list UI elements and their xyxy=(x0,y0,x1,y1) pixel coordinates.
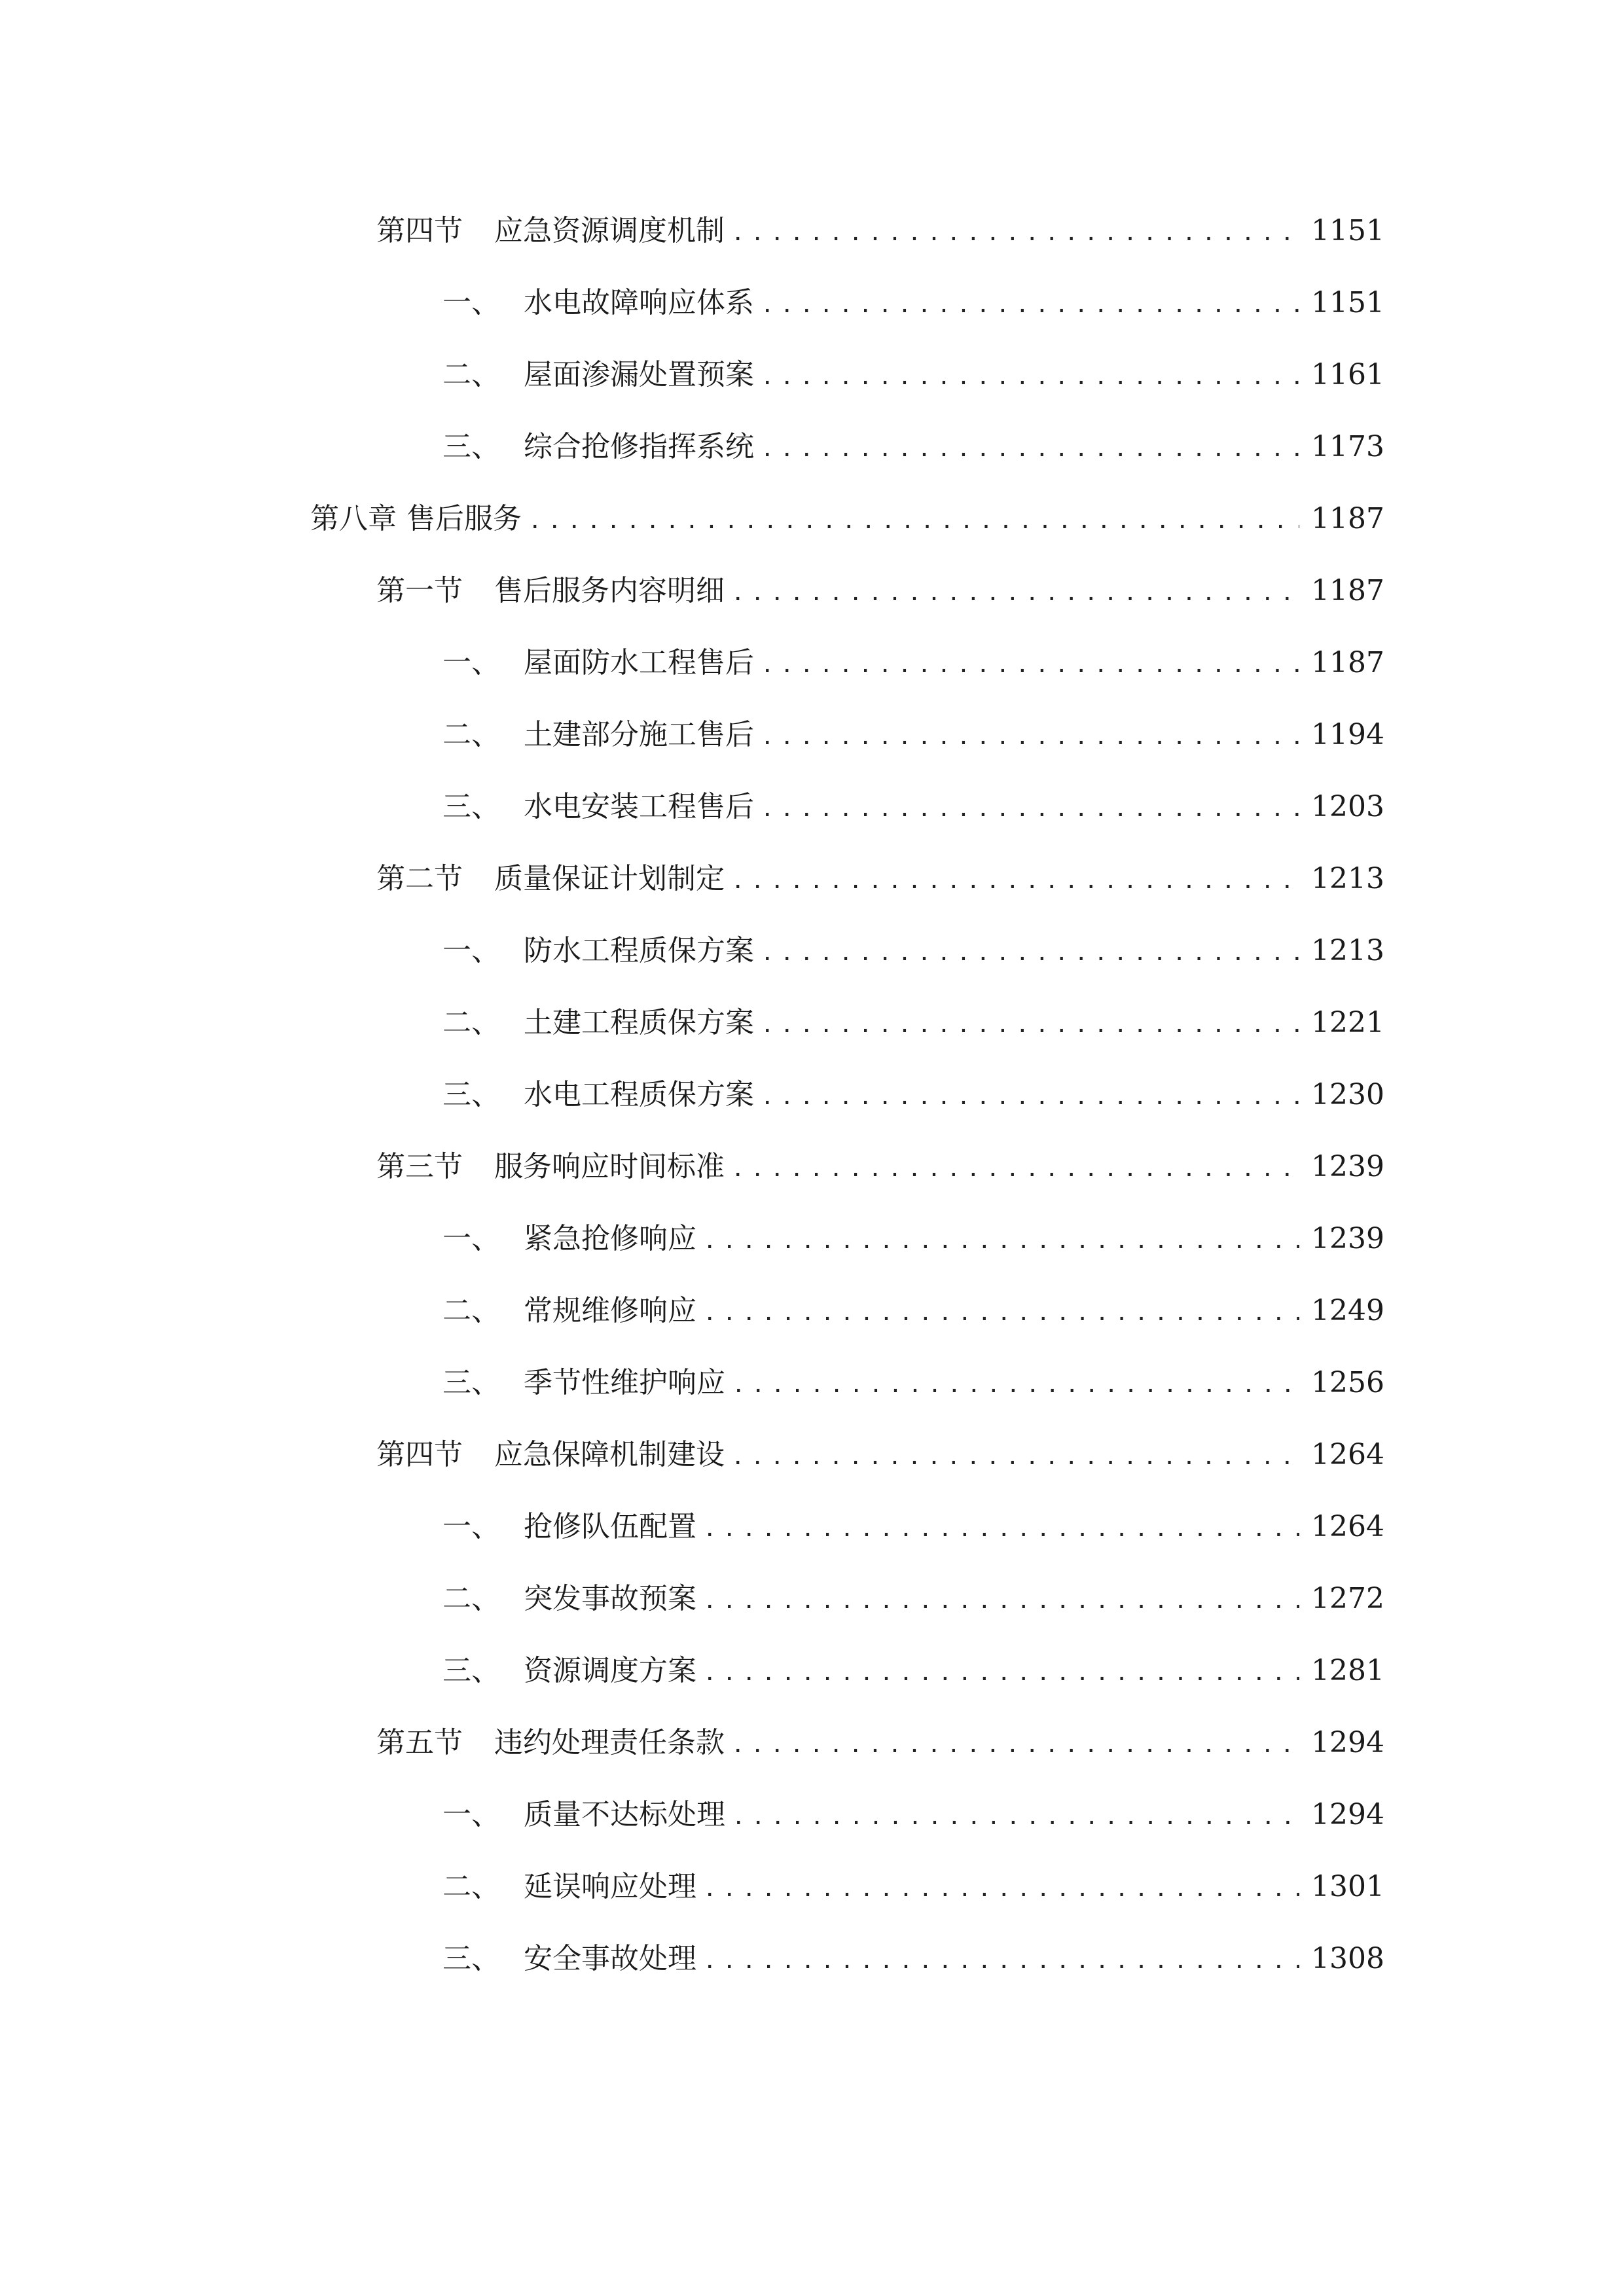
toc-entry-level-2[interactable] xyxy=(0,843,1624,915)
toc-entry-title: 质量保证计划制定 xyxy=(494,862,725,895)
toc-entry-level-3[interactable] xyxy=(0,627,1624,699)
toc-page-number: 1301 xyxy=(1311,1870,1384,1903)
toc-entry-label xyxy=(376,1438,725,1471)
toc-entry-number: 一、 xyxy=(442,1798,500,1831)
toc-entry-level-2[interactable] xyxy=(0,1419,1624,1491)
toc-page-number: 1187 xyxy=(1311,502,1384,535)
toc-entry-label xyxy=(442,646,754,679)
toc-entry-level-3[interactable] xyxy=(0,771,1624,843)
dot-leader xyxy=(731,1734,1299,1756)
toc-page-number: 1173 xyxy=(1311,430,1384,463)
dot-leader xyxy=(731,582,1299,604)
toc-page-number: 1239 xyxy=(1311,1222,1384,1255)
toc-entry-level-2[interactable] xyxy=(0,1707,1624,1779)
toc-entry-number: 一、 xyxy=(442,1222,500,1255)
dot-leader xyxy=(703,1518,1299,1540)
toc-entry-level-3[interactable] xyxy=(0,1203,1624,1275)
toc-entry-title: 防水工程质保方案 xyxy=(524,934,754,967)
toc-page-number: 1281 xyxy=(1311,1654,1384,1687)
toc-entry-number: 第三节 xyxy=(376,1150,463,1183)
toc-page-number: 1151 xyxy=(1311,286,1384,319)
dot-leader xyxy=(761,366,1299,388)
dot-leader xyxy=(732,1806,1299,1828)
toc-entry-number: 第一节 xyxy=(376,574,463,607)
toc-entry-title: 屋面渗漏处置预案 xyxy=(524,358,754,391)
toc-page-number: 1249 xyxy=(1311,1294,1384,1327)
toc-entry-level-3[interactable] xyxy=(0,1635,1624,1707)
toc-entry-label xyxy=(442,1294,696,1327)
dot-leader xyxy=(761,1086,1299,1108)
toc-entry-number: 三、 xyxy=(442,790,500,823)
toc-entry-level-3[interactable] xyxy=(0,1275,1624,1347)
dot-leader xyxy=(703,1230,1299,1252)
toc-entry-label xyxy=(442,1006,754,1039)
toc-entry-number: 二、 xyxy=(442,1870,500,1903)
toc-entry-title: 售后服务 xyxy=(406,502,522,535)
toc-entry-title: 水电故障响应体系 xyxy=(524,286,754,319)
toc-entry-number: 一、 xyxy=(442,646,500,679)
toc-entry-number: 一、 xyxy=(442,934,500,967)
toc-entry-title: 土建部分施工售后 xyxy=(524,718,754,751)
dot-leader xyxy=(761,294,1299,316)
toc-entry-title: 违约处理责任条款 xyxy=(494,1726,725,1759)
toc-entry-label xyxy=(442,358,754,391)
toc-entry-level-3[interactable] xyxy=(0,1347,1624,1419)
toc-entry-title: 水电工程质保方案 xyxy=(524,1078,754,1111)
dot-leader xyxy=(703,1950,1299,1972)
toc-entry-label xyxy=(442,1870,696,1903)
toc-entry-number: 三、 xyxy=(442,1078,500,1111)
toc-entry-label xyxy=(442,1222,696,1255)
toc-entry-level-3[interactable] xyxy=(0,339,1624,411)
toc-entry-number: 第八章 xyxy=(310,502,397,535)
dot-leader xyxy=(703,1590,1299,1612)
toc-entry-label xyxy=(442,1366,725,1399)
toc-entry-level-3[interactable] xyxy=(0,915,1624,987)
toc-page-number: 1264 xyxy=(1311,1510,1384,1543)
toc-page-number: 1161 xyxy=(1311,358,1384,391)
toc-page-number: 1308 xyxy=(1311,1942,1384,1975)
dot-leader xyxy=(703,1878,1299,1900)
toc-entry-level-3[interactable] xyxy=(0,1851,1624,1923)
toc-entry-label xyxy=(442,430,754,463)
toc-entry-label xyxy=(376,1150,725,1183)
toc-entry-title: 综合抢修指挥系统 xyxy=(524,430,754,463)
toc-entry-title: 延误响应处理 xyxy=(524,1870,696,1903)
toc-page-number: 1230 xyxy=(1311,1078,1384,1111)
toc-entry-number: 二、 xyxy=(442,1006,500,1039)
toc-entry-level-3[interactable] xyxy=(0,699,1624,771)
toc-entry-title: 服务响应时间标准 xyxy=(494,1150,725,1183)
dot-leader xyxy=(528,510,1299,532)
toc-entry-level-3[interactable] xyxy=(0,1563,1624,1635)
dot-leader xyxy=(761,726,1299,748)
toc-entry-label xyxy=(442,1942,696,1975)
toc-entry-title: 应急资源调度机制 xyxy=(494,214,725,247)
toc-entry-number: 三、 xyxy=(442,1654,500,1687)
toc-page-number: 1272 xyxy=(1311,1582,1384,1615)
toc-page-number: 1187 xyxy=(1311,574,1384,607)
toc-entry-number: 三、 xyxy=(442,1942,500,1975)
dot-leader xyxy=(703,1662,1299,1684)
toc-page-number: 1239 xyxy=(1311,1150,1384,1183)
toc-entry-label xyxy=(376,214,725,247)
toc-entry-label xyxy=(442,718,754,751)
toc-entry-number: 一、 xyxy=(442,1510,500,1543)
toc-entry-label xyxy=(376,574,725,607)
toc-entry-title: 资源调度方案 xyxy=(524,1654,696,1687)
toc-page-number: 1187 xyxy=(1311,646,1384,679)
toc-entry-title: 突发事故预案 xyxy=(524,1582,696,1615)
dot-leader xyxy=(761,798,1299,820)
toc-entry-level-1[interactable] xyxy=(0,483,1624,555)
toc-entry-label xyxy=(376,862,725,895)
toc-entry-number: 三、 xyxy=(442,430,500,463)
toc-entry-number: 第四节 xyxy=(376,214,463,247)
toc-entry-number: 一、 xyxy=(442,286,500,319)
toc-page-number: 1264 xyxy=(1311,1438,1384,1471)
toc-entry-title: 质量不达标处理 xyxy=(524,1798,725,1831)
toc-entry-label xyxy=(376,1726,725,1759)
dot-leader xyxy=(703,1302,1299,1324)
toc-entry-title: 紧急抢修响应 xyxy=(524,1222,696,1255)
toc-entry-level-3[interactable] xyxy=(0,1923,1624,1995)
dot-leader xyxy=(761,654,1299,676)
toc-page-number: 1294 xyxy=(1311,1798,1384,1831)
dot-leader xyxy=(731,1158,1299,1180)
toc-entry-level-2[interactable] xyxy=(0,555,1624,627)
dot-leader xyxy=(761,942,1299,964)
toc-entry-level-2[interactable] xyxy=(0,195,1624,267)
toc-page-number: 1194 xyxy=(1311,718,1384,751)
dot-leader xyxy=(731,870,1299,892)
toc-entry-label xyxy=(442,1798,725,1831)
toc-entry-number: 第四节 xyxy=(376,1438,463,1471)
toc-entry-title: 售后服务内容明细 xyxy=(494,574,725,607)
toc-entry-label xyxy=(310,502,522,535)
toc-entry-label xyxy=(442,1510,696,1543)
dot-leader xyxy=(761,1014,1299,1036)
toc-entry-level-3[interactable] xyxy=(0,411,1624,483)
toc-entry-title: 屋面防水工程售后 xyxy=(524,646,754,679)
toc-entry-label xyxy=(442,934,754,967)
toc-page-number: 1256 xyxy=(1311,1366,1384,1399)
toc-entry-label xyxy=(442,286,754,319)
toc-entry-number: 第五节 xyxy=(376,1726,463,1759)
toc-page-number: 1213 xyxy=(1311,862,1384,895)
toc-entry-title: 土建工程质保方案 xyxy=(524,1006,754,1039)
dot-leader xyxy=(732,1374,1299,1396)
toc-entry-number: 二、 xyxy=(442,1582,500,1615)
toc-page-number: 1294 xyxy=(1311,1726,1384,1759)
toc-entry-label xyxy=(442,1654,696,1687)
dot-leader xyxy=(731,222,1299,244)
toc-entry-number: 二、 xyxy=(442,718,500,751)
toc-entry-level-2[interactable] xyxy=(0,1131,1624,1203)
toc-entry-title: 应急保障机制建设 xyxy=(494,1438,725,1471)
toc-entry-level-3[interactable] xyxy=(0,1491,1624,1563)
toc-entry-title: 季节性维护响应 xyxy=(524,1366,725,1399)
toc-entry-level-3[interactable] xyxy=(0,1779,1624,1851)
toc-entry-number: 二、 xyxy=(442,358,500,391)
table-of-contents xyxy=(0,195,1624,1995)
toc-entry-title: 抢修队伍配置 xyxy=(524,1510,696,1543)
toc-page-number: 1203 xyxy=(1311,790,1384,823)
toc-entry-label xyxy=(442,790,754,823)
dot-leader xyxy=(731,1446,1299,1468)
toc-page-number: 1151 xyxy=(1311,214,1384,247)
toc-entry-label xyxy=(442,1582,696,1615)
toc-entry-level-3[interactable] xyxy=(0,987,1624,1059)
toc-entry-number: 第二节 xyxy=(376,862,463,895)
toc-entry-title: 水电安装工程售后 xyxy=(524,790,754,823)
toc-page-number: 1213 xyxy=(1311,934,1384,967)
toc-entry-label xyxy=(442,1078,754,1111)
toc-entry-title: 常规维修响应 xyxy=(524,1294,696,1327)
dot-leader xyxy=(761,438,1299,460)
toc-entry-level-3[interactable] xyxy=(0,267,1624,339)
toc-page-number: 1221 xyxy=(1311,1006,1384,1039)
toc-entry-number: 三、 xyxy=(442,1366,500,1399)
toc-entry-title: 安全事故处理 xyxy=(524,1942,696,1975)
toc-entry-level-3[interactable] xyxy=(0,1059,1624,1131)
toc-entry-number: 二、 xyxy=(442,1294,500,1327)
